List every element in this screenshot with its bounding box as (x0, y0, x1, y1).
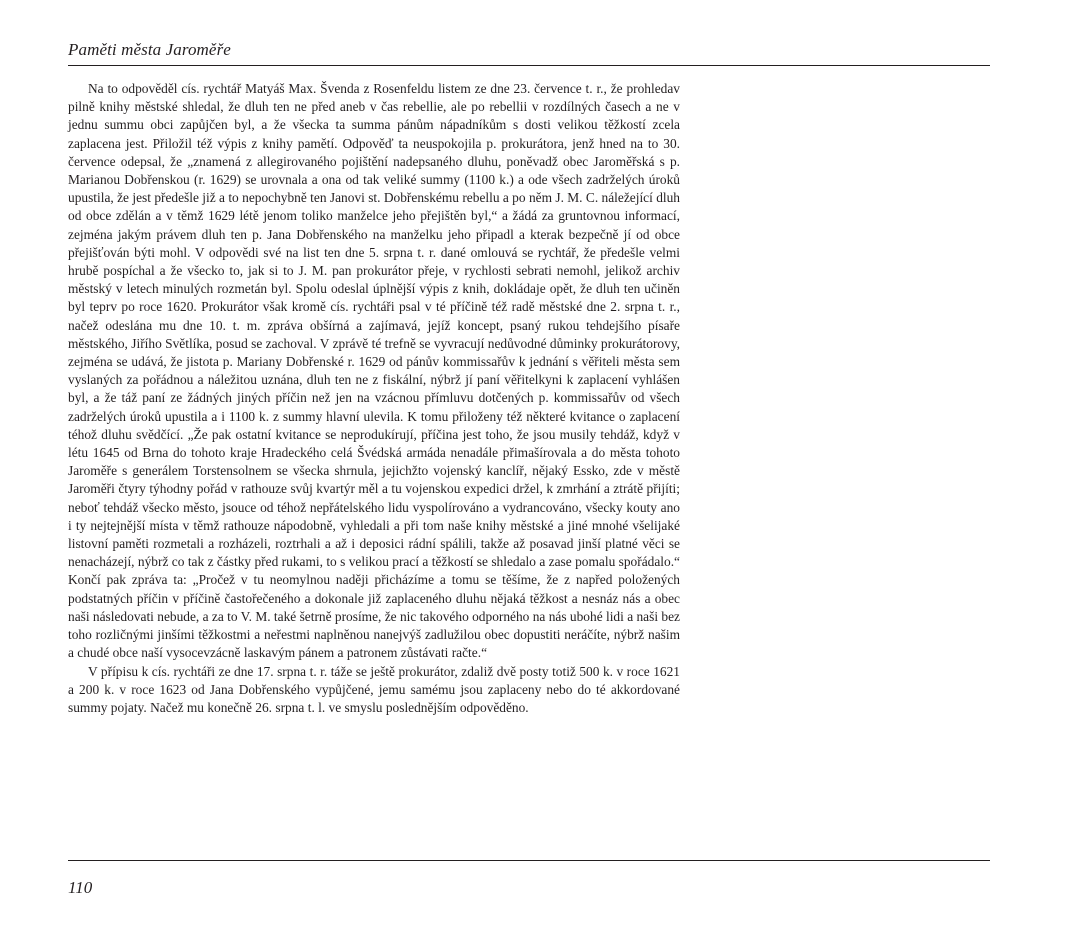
paragraph-2: V přípisu k cís. rychtáři ze dne 17. srpna t. r. táže se ještě prokurátor, zdaliž dvě posty totiž 500 k. v roce 1621 a 200 k. v roce 1623 od Jana Dobřenského vypůjčené, jemu samému jsou zaplaceny nebo do té akkordované summy pojaty. Načež mu konečně 26. srpna t. l. ve smyslu poslednějším odpověděno. (68, 663, 680, 715)
header-rule (68, 65, 990, 66)
footer-rule (68, 860, 990, 861)
page-number: 110 (68, 878, 93, 897)
body-text (68, 80, 680, 717)
running-header-title: Paměti města Jaroměře (68, 40, 231, 59)
paragraph-1: Na to odpověděl cís. rychtář Matyáš Max. Švenda z Rosenfeldu listem ze dne 23. července t. r., že prohledav pilně knihy městské shledal, že dluh ten ne před aneb v čas rebellie, ale po rebellii v rozdílných časech a ne v jednu summu obci zapůjčen byl, a že všecka ta summa pánům nápadníkům s dosti velikou těžkostí zcela zaplacena jest. Přiložil též výpis z knihy pamětí. Odpověď ta neuspokojila p. prokurátora, jenž hned na to 30. července odepsal, že „znamená z allegirovaného pojištění nadepsaného dluhu, poněvadž obec Jaroměřská s p. Marianou Dobřenskou (r. 1629) se urovnala a ona od tak veliké summy (1100 k.) a ode všech zadrželých úroků upustila, že jest předešle již a to nepochybně ten Janovi st. Dobřenskému rebellu a po něm J. M. C. náležející dluh od obce zdělán a v těmž 1629 létě jenom toliko manželce jeho přejištěn byl,“ a žádá za gruntovnou informací, zejména jakým právem dluh ten p. Jana Dobřenského na manželku jeho připadl a kterak bezpečně jí od obce přejišťován býti mohl. V odpovědi své na list ten dne 5. srpna t. r. dané omlouvá se rychtář, že předešle velmi hrubě pospíchal a že všecko to, jak si to J. M. pan prokurátor přeje, v rychlosti sebrati nemohl, jelikož archiv městský v letech minulých rozmetán byl. Spolu odeslal úplnější výpis z knih, dokládaje opět, že dluh ten učiněn byl teprv po roce 1620. Prokurátor však kromě cís. rychtáři psal v té příčině též radě městské dne 2. srpna t. r., načež odeslána mu dne 10. t. m. zpráva obšírná a zajímavá, jejíž koncept, psaný rukou tehdejšího písaře městského, Jiřího Světlíka, posud se zachoval. V zprávě té trefně se vyvracují nedůvodné důminky prokurátorovy, zejména se udává, že jistota p. Mariany Dobřenské r. 1629 od pánův kommissařův k jednání s věřiteli města sem vyslaných za pořádnou a náležitou uznána, dluh ten ne z fiskální, nýbrž jí paní věřitelkyni k zaplacení vyhlášen byl, a že táž paní ze žádných jiných příčin než jen na vzácnou přímluvu dotčených p. kommissařův od všech zadrželých úroků upustila a i 1100 k. z summy hlavní ulevila. K tomu přiloženy též některé kvitance o zaplacení téhož dluhu svědčící. „Že pak ostatní kvitance se neprodukírují, příčina jest toho, že jsou musily tehdáž, když v létu 1645 od Brna do tohoto kraje Hradeckého celá Švédská armáda nenadále přimašírovala a do města tohoto Jaroměře s generálem Torstensolnem se všecka shrnula, jejichžto vojenský kanclíř, nějaký Essko, zde v městě Jaroměři čtyry týhodny pořád v rathouze svůj kvartýr měl a tu vojenskou expedici držel, k zmrhání a ztrátě přijíti; neboť tehdáž všecko město, jsouce od téhož nepřátelského lidu vyspolírováno a vydrancováno, všecky kouty ano i ty nejtejnější místa v těmž rathouze nápodobně, vyhledali a při tom naše knihy městské a jiné mnohé všelijaké listovní paměti rozmetali a rozházeli, roztrhali a až i deposici rádní spálili, takže až posavad jinší platné věci se nenacházejí, nýbrž co tak z částky před rukami, to s velikou prací a těžkostí se shledalo a zase pomalu spořádalo.“ Končí pak zpráva ta: „Pročež v tu neomylnou naději přicházíme a tomu se těšíme, že z napřed položených podstatných příčin v příčině častořečeného a dokonale již zaplaceného dluhu nějaká těžkost a nesnáz nás a obec naši následovati nebude, a za to V. M. také šetrně prosíme, že nic takového odporného na nás ubohé lidi a naši bez toho rozličnými jinšími těžkostmi a neřestmi naplněnou nanejvýš zadlužilou obec dopustiti neráčíte, nýbrž našim a chudé obce naší vysocevzácně laskavým pánem a patronem zůstávati račte.“ (68, 81, 680, 661)
